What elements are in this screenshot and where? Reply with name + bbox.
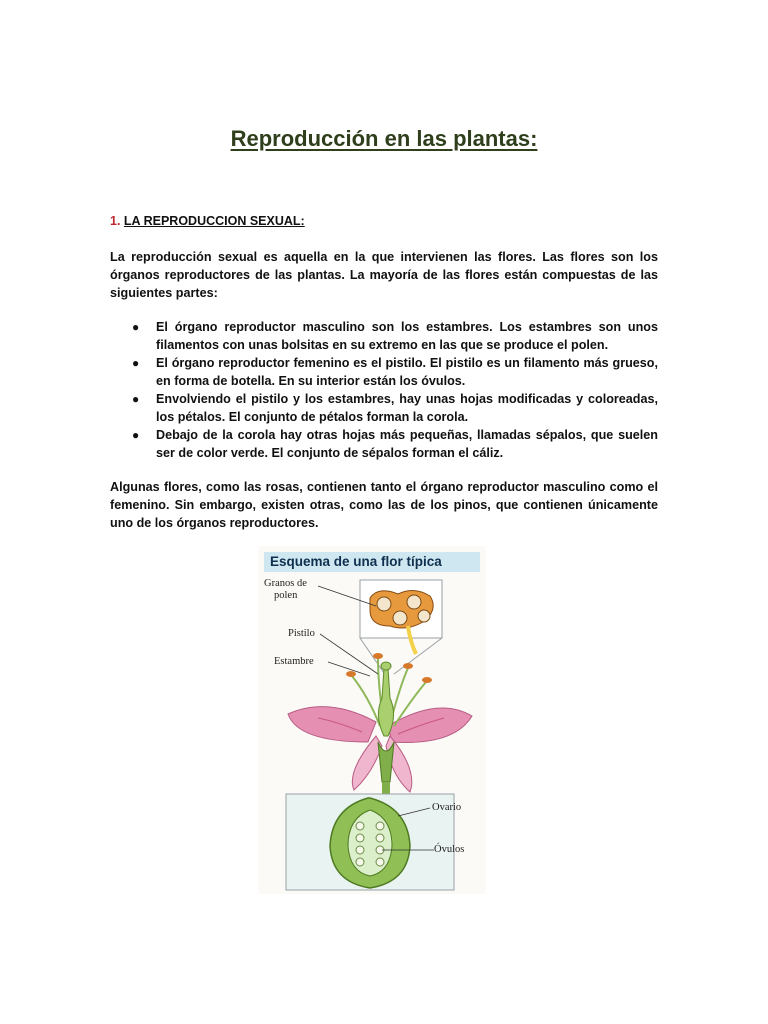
label-stamen: Estambre <box>274 656 314 667</box>
list-item <box>110 390 658 426</box>
bullet-dot-icon: ● <box>132 320 140 334</box>
parts-list <box>110 318 658 462</box>
closing-paragraph: Algunas flores, como las rosas, contienen tanto el órgano reproductor masculino como el femenino. Sin embargo, existen otras, como las de los pinos, que contienen únicamente uno de los órganos reproductores. <box>110 480 658 530</box>
bullet-dot-icon: ● <box>132 356 140 370</box>
list-item <box>110 318 658 354</box>
flower-diagram <box>258 546 486 894</box>
section-number: 1. <box>110 214 121 228</box>
list-item-text: El órgano reproductor masculino son los estambres. Los estambres son unos filamentos con unas bolsitas en su extremo en las que se produce el polen. <box>156 320 658 352</box>
pistil-leader-line <box>320 634 378 674</box>
page-title: Reproducción en las plantas: <box>230 126 538 151</box>
figure-title: Esquema de una flor típica <box>264 552 480 572</box>
section-heading-text: LA REPRODUCCION SEXUAL: <box>123 214 305 228</box>
label-pollen <box>264 578 307 602</box>
label-pistil: Pistilo <box>288 628 315 639</box>
intro-paragraph: La reproducción sexual es aquella en la que intervienen las flores. Las flores son los órganos reproductores de las plantas. La mayoría de las flores están compuestas de las siguientes partes: <box>110 250 658 300</box>
bullet-dot-icon: ● <box>132 392 140 406</box>
stem-image <box>382 782 390 794</box>
inset-connector-right <box>394 638 442 674</box>
list-item-text: Debajo de la corola hay otras hojas más pequeñas, llamadas sépalos, que suelen ser de color verde. El conjunto de sépalos forman el cáliz. <box>156 428 658 460</box>
bullet-dot-icon: ● <box>132 428 140 442</box>
pollen-grains-image <box>370 590 433 654</box>
label-ovules: Óvulos <box>434 844 465 855</box>
list-item <box>110 354 658 390</box>
label-pollen-line1: Granos de <box>264 578 307 589</box>
list-item-text: Envolviendo el pistilo y los estambres, hay unas hojas modificadas y coloreadas, los pétalos. El conjunto de pétalos forman la corola. <box>156 392 658 424</box>
label-ovary: Ovario <box>432 802 462 813</box>
section-heading <box>110 214 305 228</box>
list-item <box>110 426 658 462</box>
label-pollen-line2: polen <box>274 590 298 601</box>
list-item-text: El órgano reproductor femenino es el pistilo. El pistilo es un filamento más grueso, en forma de botella. En su interior están los óvulos. <box>156 356 658 388</box>
